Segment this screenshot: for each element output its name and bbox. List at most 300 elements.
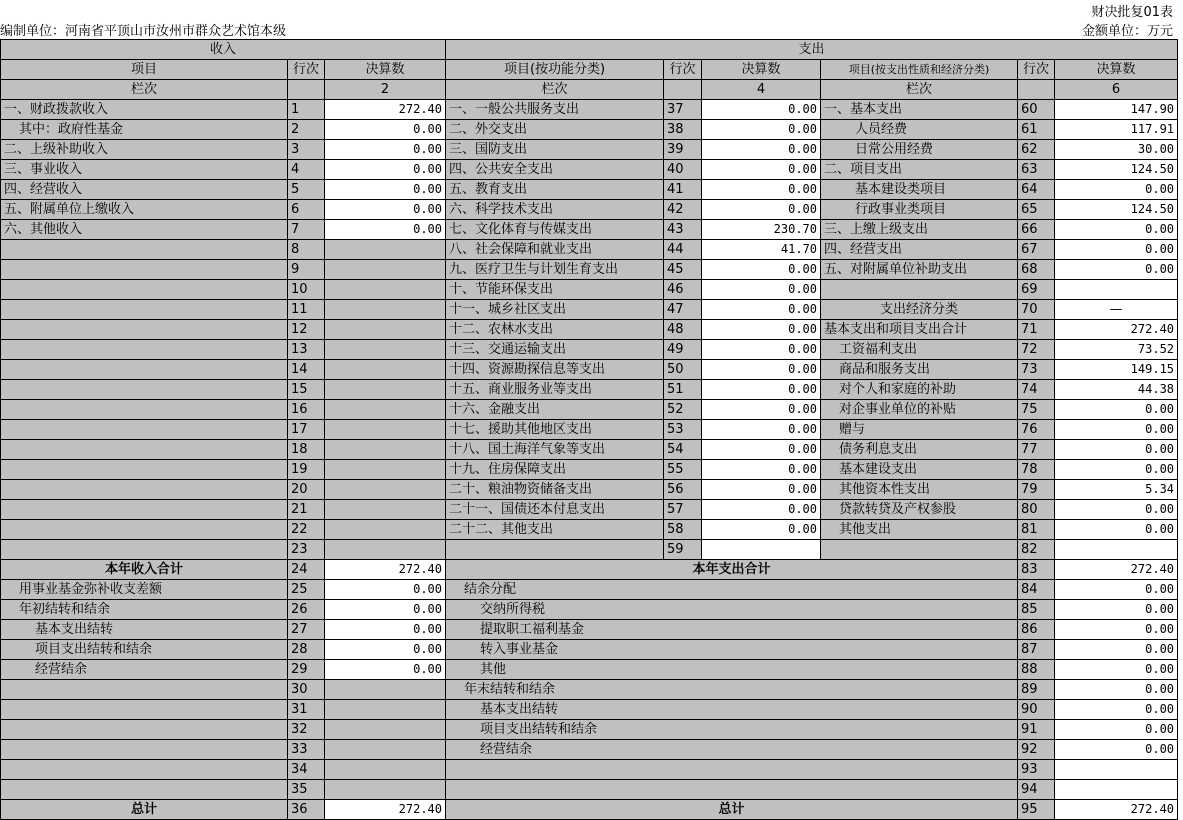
- income-amount: [325, 740, 446, 760]
- table-row: [1, 100, 1178, 120]
- table-row: [1, 400, 1178, 420]
- func-line-no: 38: [664, 120, 702, 140]
- func-expense-item: 九、医疗卫生与计划生育支出: [446, 260, 664, 280]
- income-line-no: 18: [288, 440, 325, 460]
- econ-expense-item: 其他资本性支出: [821, 480, 1018, 500]
- income-amount: 0.00: [325, 600, 446, 620]
- func-expense-item: 二十、粮油物资储备支出: [446, 480, 664, 500]
- econ-expense-item: 二、项目支出: [821, 160, 1018, 180]
- table-row: [1, 780, 1178, 800]
- econ-line-no: 63: [1018, 160, 1055, 180]
- income-amount: 0.00: [325, 120, 446, 140]
- income-item: [1, 260, 288, 280]
- expense-item: [446, 780, 1018, 800]
- expense-amount: 0.00: [1055, 640, 1178, 660]
- econ-line-no: 61: [1018, 120, 1055, 140]
- expense-item: 交纳所得税: [446, 600, 1018, 620]
- income-line-no: 24: [288, 560, 325, 580]
- income-amount: [325, 260, 446, 280]
- econ-expense-item: 其他支出: [821, 520, 1018, 540]
- econ-expense-amount: 30.00: [1055, 140, 1178, 160]
- table-row: [1, 420, 1178, 440]
- income-item: [1, 720, 288, 740]
- func-expense-item: 一、一般公共服务支出: [446, 100, 664, 120]
- econ-line-no: 69: [1018, 280, 1055, 300]
- func-line-no: 44: [664, 240, 702, 260]
- econ-expense-item: 五、对附属单位补助支出: [821, 260, 1018, 280]
- func-expense-amount: 0.00: [702, 460, 821, 480]
- func-line-no: 59: [664, 540, 702, 560]
- econ-expense-item: 商品和服务支出: [821, 360, 1018, 380]
- income-line-no: 7: [288, 220, 325, 240]
- econ-expense-amount: 0.00: [1055, 400, 1178, 420]
- econ-expense-amount: 0.00: [1055, 420, 1178, 440]
- func-expense-item: [446, 540, 664, 560]
- func-expense-item: 十一、城乡社区支出: [446, 300, 664, 320]
- income-amount: [325, 760, 446, 780]
- func-line-no: 47: [664, 300, 702, 320]
- econ-expense-item: 行政事业类项目: [821, 200, 1018, 220]
- col-income-amount: 决算数: [325, 60, 446, 80]
- func-expense-amount: 0.00: [702, 280, 821, 300]
- econ-line-no: 75: [1018, 400, 1055, 420]
- func-line-no: 40: [664, 160, 702, 180]
- econ-expense-item: 贷款转贷及产权参股: [821, 500, 1018, 520]
- col-func-amount: 决算数: [702, 60, 821, 80]
- econ-expense-amount: 149.15: [1055, 360, 1178, 380]
- expense-item: 年末结转和结余: [446, 680, 1018, 700]
- income-line-no: 34: [288, 760, 325, 780]
- income-amount: 0.00: [325, 140, 446, 160]
- econ-line-no: 64: [1018, 180, 1055, 200]
- table-row: [1, 800, 1178, 820]
- income-amount: [325, 460, 446, 480]
- income-total-amount: 272.40: [325, 560, 446, 580]
- func-expense-item: 三、国防支出: [446, 140, 664, 160]
- func-expense-amount: 0.00: [702, 500, 821, 520]
- func-line-no: 39: [664, 140, 702, 160]
- econ-line-no: 65: [1018, 200, 1055, 220]
- expense-line-no: 89: [1018, 680, 1055, 700]
- func-expense-item: 二、外交支出: [446, 120, 664, 140]
- econ-expense-amount: 272.40: [1055, 320, 1178, 340]
- econ-expense-item: [821, 540, 1018, 560]
- func-expense-item: 四、公共安全支出: [446, 160, 664, 180]
- econ-expense-item: 债务利息支出: [821, 440, 1018, 460]
- econ-expense-amount: [1055, 280, 1178, 300]
- func-expense-item: 十九、住房保障支出: [446, 460, 664, 480]
- income-item: [1, 740, 288, 760]
- income-line-no: 11: [288, 300, 325, 320]
- func-expense-amount: 0.00: [702, 200, 821, 220]
- expense-amount: 0.00: [1055, 660, 1178, 680]
- col-econ-line: 行次: [1018, 60, 1055, 80]
- table-row: [1, 180, 1178, 200]
- expense-item: 基本支出结转: [446, 700, 1018, 720]
- expense-line-no: 86: [1018, 620, 1055, 640]
- func-expense-amount: 41.70: [702, 240, 821, 260]
- expense-line-no: 90: [1018, 700, 1055, 720]
- expense-line-no: 88: [1018, 660, 1055, 680]
- income-item: 用事业基金弥补收支差额: [1, 580, 288, 600]
- func-expense-amount: 0.00: [702, 420, 821, 440]
- func-expense-amount: 0.00: [702, 140, 821, 160]
- income-total-label: 本年收入合计: [1, 560, 288, 580]
- income-item: [1, 420, 288, 440]
- table-row: [1, 700, 1178, 720]
- func-expense-amount: [702, 540, 821, 560]
- func-expense-amount: 0.00: [702, 400, 821, 420]
- income-total-label: 总计: [1, 800, 288, 820]
- func-line-no: 37: [664, 100, 702, 120]
- table-row: [1, 260, 1178, 280]
- income-amount: 0.00: [325, 160, 446, 180]
- table-row: [1, 540, 1178, 560]
- func-expense-item: 十八、国土海洋气象等支出: [446, 440, 664, 460]
- income-item: [1, 320, 288, 340]
- organization-name: 编制单位：河南省平顶山市汝州市群众艺术馆本级: [0, 24, 287, 39]
- income-amount: [325, 380, 446, 400]
- func-expense-amount: 0.00: [702, 440, 821, 460]
- income-amount: [325, 320, 446, 340]
- table-row: [1, 760, 1178, 780]
- econ-line-no: 62: [1018, 140, 1055, 160]
- table-row: [1, 300, 1178, 320]
- income-item: 三、事业收入: [1, 160, 288, 180]
- table-row: [1, 380, 1178, 400]
- lanci-4: 4: [702, 80, 821, 100]
- func-expense-amount: 0.00: [702, 520, 821, 540]
- econ-line-no: 79: [1018, 480, 1055, 500]
- table-row: [1, 140, 1178, 160]
- econ-line-no: 76: [1018, 420, 1055, 440]
- func-expense-amount: 0.00: [702, 340, 821, 360]
- income-item: [1, 520, 288, 540]
- table-row: [1, 460, 1178, 480]
- income-item: 项目支出结转和结余: [1, 640, 288, 660]
- income-item: [1, 500, 288, 520]
- econ-expense-item: 赠与: [821, 420, 1018, 440]
- income-amount: [325, 500, 446, 520]
- econ-expense-item: 工资福利支出: [821, 340, 1018, 360]
- final-account-table: [0, 39, 1178, 820]
- income-item: 二、上级补助收入: [1, 140, 288, 160]
- econ-expense-amount: 5.34: [1055, 480, 1178, 500]
- table-row: [1, 360, 1178, 380]
- income-item: 经营结余: [1, 660, 288, 680]
- econ-line-no: 66: [1018, 220, 1055, 240]
- table-row: [1, 220, 1178, 240]
- econ-expense-amount: 0.00: [1055, 260, 1178, 280]
- income-item: 年初结转和结余: [1, 600, 288, 620]
- econ-expense-amount: [1055, 540, 1178, 560]
- col-income-line: 行次: [288, 60, 325, 80]
- income-line-no: 6: [288, 200, 325, 220]
- econ-expense-amount: 73.52: [1055, 340, 1178, 360]
- income-item: 一、财政拨款收入: [1, 100, 288, 120]
- col-econ-amount: 决算数: [1055, 60, 1178, 80]
- income-line-no: 33: [288, 740, 325, 760]
- func-expense-item: 十六、金融支出: [446, 400, 664, 420]
- func-line-no: 42: [664, 200, 702, 220]
- income-item: [1, 240, 288, 260]
- expense-amount: 0.00: [1055, 740, 1178, 760]
- income-amount: 272.40: [325, 100, 446, 120]
- expense-item: [446, 760, 1018, 780]
- income-item: [1, 280, 288, 300]
- lanci-blank: [1018, 80, 1055, 100]
- func-line-no: 51: [664, 380, 702, 400]
- income-line-no: 32: [288, 720, 325, 740]
- income-item: [1, 380, 288, 400]
- expense-item: 项目支出结转和结余: [446, 720, 1018, 740]
- expense-line-no: 94: [1018, 780, 1055, 800]
- func-expense-amount: 0.00: [702, 300, 821, 320]
- econ-line-no: 80: [1018, 500, 1055, 520]
- lanci-label: 栏次: [1, 80, 288, 100]
- expense-section-header: 支出: [446, 40, 1178, 60]
- income-amount: 0.00: [325, 200, 446, 220]
- income-amount: [325, 540, 446, 560]
- income-amount: [325, 780, 446, 800]
- econ-expense-item: 支出经济分类: [821, 300, 1018, 320]
- table-row: [1, 580, 1178, 600]
- expense-line-no: 91: [1018, 720, 1055, 740]
- form-number: 财决批复01表: [1091, 5, 1173, 20]
- income-line-no: 27: [288, 620, 325, 640]
- func-expense-item: 二十二、其他支出: [446, 520, 664, 540]
- table-row: [1, 200, 1178, 220]
- func-line-no: 52: [664, 400, 702, 420]
- income-item: [1, 480, 288, 500]
- expense-total-amount: 272.40: [1055, 560, 1178, 580]
- income-item: [1, 360, 288, 380]
- income-line-no: 23: [288, 540, 325, 560]
- income-item: [1, 780, 288, 800]
- expense-amount: 0.00: [1055, 720, 1178, 740]
- func-expense-amount: 0.00: [702, 180, 821, 200]
- expense-line-no: 93: [1018, 760, 1055, 780]
- econ-expense-item: 三、上缴上级支出: [821, 220, 1018, 240]
- income-item: [1, 460, 288, 480]
- func-expense-item: 五、教育支出: [446, 180, 664, 200]
- econ-line-no: 67: [1018, 240, 1055, 260]
- expense-amount: 0.00: [1055, 600, 1178, 620]
- income-item: [1, 440, 288, 460]
- expense-amount: 0.00: [1055, 700, 1178, 720]
- func-line-no: 54: [664, 440, 702, 460]
- income-amount: 0.00: [325, 640, 446, 660]
- expense-item: 转入事业基金: [446, 640, 1018, 660]
- func-expense-item: 十七、援助其他地区支出: [446, 420, 664, 440]
- col-func-line: 行次: [664, 60, 702, 80]
- econ-line-no: 68: [1018, 260, 1055, 280]
- econ-expense-amount: 124.50: [1055, 200, 1178, 220]
- income-amount: 0.00: [325, 580, 446, 600]
- econ-line-no: 72: [1018, 340, 1055, 360]
- income-amount: [325, 400, 446, 420]
- expense-total-label: 总计: [446, 800, 1018, 820]
- func-line-no: 46: [664, 280, 702, 300]
- amount-unit: 金额单位：万元: [1081, 24, 1173, 39]
- econ-line-no: 82: [1018, 540, 1055, 560]
- func-expense-amount: 0.00: [702, 360, 821, 380]
- income-line-no: 15: [288, 380, 325, 400]
- econ-expense-item: 对企事业单位的补贴: [821, 400, 1018, 420]
- econ-expense-amount: 0.00: [1055, 220, 1178, 240]
- income-item: [1, 680, 288, 700]
- income-amount: [325, 240, 446, 260]
- income-amount: [325, 360, 446, 380]
- econ-expense-item: 基本建设类项目: [821, 180, 1018, 200]
- func-expense-amount: 0.00: [702, 480, 821, 500]
- econ-expense-item: 对个人和家庭的补助: [821, 380, 1018, 400]
- income-amount: [325, 420, 446, 440]
- income-line-no: 8: [288, 240, 325, 260]
- func-line-no: 49: [664, 340, 702, 360]
- func-line-no: 53: [664, 420, 702, 440]
- func-expense-item: 十三、交通运输支出: [446, 340, 664, 360]
- econ-expense-amount: 0.00: [1055, 460, 1178, 480]
- lanci-blank: [288, 80, 325, 100]
- income-amount: 0.00: [325, 660, 446, 680]
- income-amount: [325, 300, 446, 320]
- income-amount: [325, 440, 446, 460]
- expense-line-no: 83: [1018, 560, 1055, 580]
- econ-expense-item: [821, 280, 1018, 300]
- lanci-label: 栏次: [446, 80, 664, 100]
- expense-line-no: 92: [1018, 740, 1055, 760]
- lanci-6: 6: [1055, 80, 1178, 100]
- income-item: 五、附属单位上缴收入: [1, 200, 288, 220]
- econ-expense-item: 四、经营支出: [821, 240, 1018, 260]
- income-item: [1, 400, 288, 420]
- table-row: [1, 500, 1178, 520]
- econ-expense-item: 基本建设支出: [821, 460, 1018, 480]
- func-expense-amount: 0.00: [702, 160, 821, 180]
- table-row: [1, 620, 1178, 640]
- income-line-no: 35: [288, 780, 325, 800]
- lanci-label: 栏次: [821, 80, 1018, 100]
- func-line-no: 58: [664, 520, 702, 540]
- income-line-no: 36: [288, 800, 325, 820]
- table-row: [1, 740, 1178, 760]
- func-line-no: 48: [664, 320, 702, 340]
- econ-expense-amount: —: [1055, 300, 1178, 320]
- func-expense-item: 二十一、国债还本付息支出: [446, 500, 664, 520]
- income-item: [1, 700, 288, 720]
- table-row: [1, 720, 1178, 740]
- func-line-no: 45: [664, 260, 702, 280]
- func-line-no: 43: [664, 220, 702, 240]
- econ-expense-amount: 44.38: [1055, 380, 1178, 400]
- table-row: [1, 340, 1178, 360]
- income-line-no: 28: [288, 640, 325, 660]
- func-expense-item: 十、节能环保支出: [446, 280, 664, 300]
- income-amount: [325, 280, 446, 300]
- income-item: [1, 340, 288, 360]
- econ-line-no: 74: [1018, 380, 1055, 400]
- table-row: [1, 240, 1178, 260]
- econ-line-no: 81: [1018, 520, 1055, 540]
- econ-expense-amount: 0.00: [1055, 440, 1178, 460]
- income-line-no: 17: [288, 420, 325, 440]
- econ-line-no: 70: [1018, 300, 1055, 320]
- income-amount: 0.00: [325, 180, 446, 200]
- func-expense-item: 七、文化体育与传媒支出: [446, 220, 664, 240]
- income-line-no: 25: [288, 580, 325, 600]
- func-expense-amount: 0.00: [702, 100, 821, 120]
- econ-expense-item: 基本支出和项目支出合计: [821, 320, 1018, 340]
- income-line-no: 2: [288, 120, 325, 140]
- income-amount: [325, 700, 446, 720]
- func-line-no: 55: [664, 460, 702, 480]
- func-expense-amount: 0.00: [702, 320, 821, 340]
- expense-amount: 0.00: [1055, 680, 1178, 700]
- table-row: [1, 520, 1178, 540]
- income-line-no: 19: [288, 460, 325, 480]
- income-line-no: 3: [288, 140, 325, 160]
- func-expense-amount: 0.00: [702, 120, 821, 140]
- expense-amount: [1055, 760, 1178, 780]
- econ-expense-item: 一、基本支出: [821, 100, 1018, 120]
- lanci-2: 2: [325, 80, 446, 100]
- econ-expense-item: 人员经费: [821, 120, 1018, 140]
- table-row: [1, 440, 1178, 460]
- func-line-no: 50: [664, 360, 702, 380]
- econ-line-no: 60: [1018, 100, 1055, 120]
- income-line-no: 16: [288, 400, 325, 420]
- econ-expense-amount: 0.00: [1055, 500, 1178, 520]
- income-line-no: 20: [288, 480, 325, 500]
- econ-line-no: 77: [1018, 440, 1055, 460]
- expense-amount: 0.00: [1055, 620, 1178, 640]
- income-line-no: 31: [288, 700, 325, 720]
- report-header: [0, 0, 1183, 39]
- table-row: [1, 320, 1178, 340]
- expense-item: 经营结余: [446, 740, 1018, 760]
- income-line-no: 10: [288, 280, 325, 300]
- income-line-no: 29: [288, 660, 325, 680]
- table-row: [1, 640, 1178, 660]
- econ-expense-amount: 117.91: [1055, 120, 1178, 140]
- income-amount: [325, 520, 446, 540]
- expense-line-no: 87: [1018, 640, 1055, 660]
- econ-expense-amount: 124.50: [1055, 160, 1178, 180]
- income-item: [1, 540, 288, 560]
- income-amount: [325, 720, 446, 740]
- econ-expense-amount: 0.00: [1055, 520, 1178, 540]
- income-item: 其中：政府性基金: [1, 120, 288, 140]
- econ-expense-amount: 147.90: [1055, 100, 1178, 120]
- expense-item: 结余分配: [446, 580, 1018, 600]
- expense-line-no: 84: [1018, 580, 1055, 600]
- income-line-no: 26: [288, 600, 325, 620]
- income-total-amount: 272.40: [325, 800, 446, 820]
- income-line-no: 22: [288, 520, 325, 540]
- expense-total-label: 本年支出合计: [446, 560, 1018, 580]
- income-line-no: 9: [288, 260, 325, 280]
- expense-item: 其他: [446, 660, 1018, 680]
- income-item: [1, 760, 288, 780]
- income-line-no: 14: [288, 360, 325, 380]
- col-income-item: 项目: [1, 60, 288, 80]
- expense-line-no: 95: [1018, 800, 1055, 820]
- table-row: [1, 680, 1178, 700]
- income-section-header: 收入: [1, 40, 446, 60]
- table-row: [1, 560, 1178, 580]
- func-expense-item: 十四、资源勘探信息等支出: [446, 360, 664, 380]
